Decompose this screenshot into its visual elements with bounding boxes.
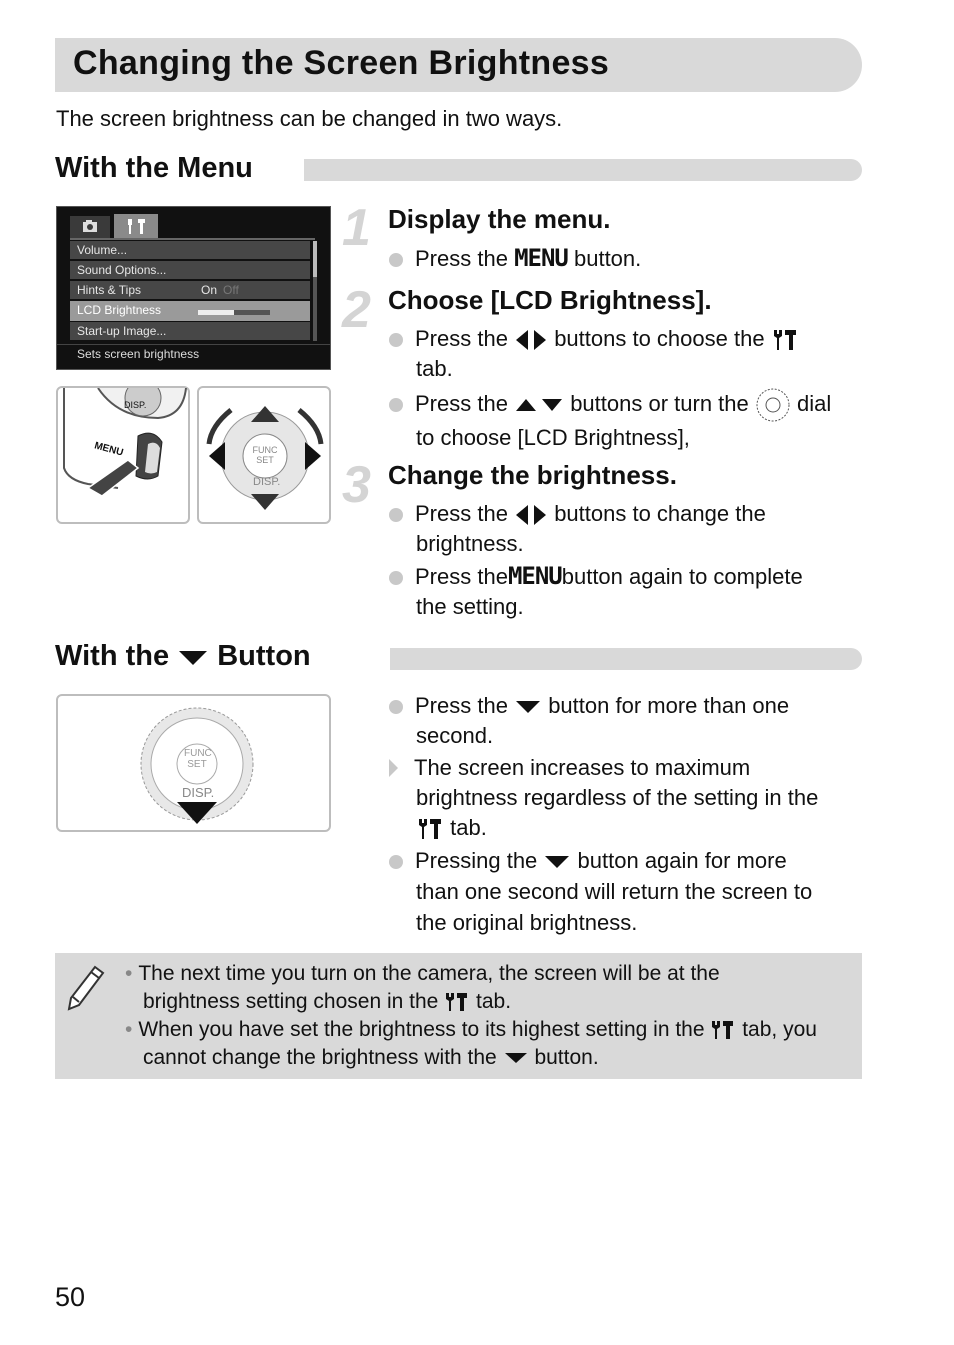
settings-tools-icon (416, 818, 444, 840)
menu-button-word: MENU (507, 562, 562, 590)
camera-tab (70, 216, 110, 238)
step-2-bullet-1: Press the buttons to choose the tab. (389, 324, 859, 384)
down-arrow-icon (514, 699, 542, 715)
section-button-bar (390, 648, 862, 670)
lcd-footer-hint: Sets screen brightness (77, 347, 200, 361)
page-number: 50 (55, 1282, 86, 1312)
lcd-scrollbar (313, 241, 317, 341)
left-right-arrows-icon (514, 505, 548, 525)
step-3-bullet-2: Press theMENUbutton again to complete the setting. (389, 561, 864, 622)
down-arrow-icon (543, 854, 571, 870)
section2-bullet-2: Pressing the button again for more than one second will return the screen to the original brightness. (389, 845, 859, 938)
settings-tab (114, 214, 158, 238)
camera-menu-button-photo (56, 386, 190, 524)
note-item-1: • The next time you turn on the camera, the screen will be at the brightness setting chosen in the tab. (125, 962, 720, 1013)
step-3-number: 3 (342, 456, 371, 514)
down-arrow-icon (503, 1051, 529, 1065)
settings-tools-icon (771, 329, 799, 351)
note-box (55, 953, 862, 1079)
page-title: Changing the Screen Brightness (73, 44, 610, 82)
settings-tools-icon (114, 214, 158, 238)
brightness-level-bar (198, 310, 270, 315)
lcd-brightness-label: LCD Brightness (77, 303, 162, 317)
step-1-number: 1 (342, 199, 371, 257)
hints-value-off: Off (223, 283, 239, 297)
step-1-heading: Display the menu. (388, 204, 611, 234)
down-button-photo (56, 694, 331, 832)
step-3-heading: Change the brightness. (388, 460, 677, 490)
lcd-item-sound-options: Sound Options... (70, 261, 310, 279)
section-menu-bar (304, 159, 862, 181)
left-right-arrows-icon (514, 330, 548, 350)
step-2-heading: Choose [LCD Brightness]. (388, 285, 712, 315)
menu-button-word: MENU (514, 244, 568, 272)
lcd-item-startup-image: Start-up Image... (70, 322, 310, 340)
disp-label: DISP. (124, 400, 147, 410)
step-3-bullet-1: Press the buttons to change the brightness. (389, 499, 859, 559)
note-item-2: • When you have set the brightness to its highest setting in the tab, you cannot change the brightness with the button. (125, 1018, 817, 1069)
step-2-bullet-2: Press the buttons or turn the dial to choose [LCD Brightness], (389, 387, 859, 453)
right-arrow-icon (305, 442, 321, 470)
settings-tools-icon (710, 1020, 736, 1040)
func-set-label: FUNC SET (252, 445, 278, 465)
section2-result: The screen increases to maximum brightness regardless of the setting in the tab. (389, 753, 859, 843)
intro-text: The screen brightness can be changed in two ways. (56, 106, 563, 131)
hints-label: Hints & Tips (77, 283, 142, 297)
lcd-item-lcd-brightness (70, 301, 310, 321)
hints-value-on: On (201, 283, 218, 297)
step-1-bullet: Press the MENU button. (389, 243, 641, 274)
func-set-label: FUNC SET (184, 748, 212, 770)
dial-disp-label: DISP. (182, 785, 215, 800)
section2-bullet-1: Press the button for more than one second. (389, 691, 859, 751)
lcd-menu-screenshot (56, 206, 331, 370)
dial-disp-label: DISP. (253, 476, 281, 488)
down-arrow-icon (177, 647, 209, 667)
down-arrow-icon (251, 494, 279, 510)
menu-button-label: MENU (93, 440, 125, 459)
lcd-item-hints-tips (70, 281, 310, 299)
camera-icon (70, 216, 110, 238)
lcd-item-volume: Volume... (70, 241, 310, 259)
step-2-number: 2 (342, 281, 371, 339)
section-button-heading: With the Button (55, 640, 311, 672)
control-dial-icon (755, 387, 791, 423)
pencil-icon (67, 963, 107, 1011)
up-down-arrows-icon (514, 397, 564, 413)
left-arrow-icon (209, 442, 225, 470)
settings-tools-icon (444, 992, 470, 1012)
camera-back-illustration (58, 388, 188, 522)
section-menu-heading: With the Menu (55, 152, 253, 184)
brightness-level-fill (198, 310, 234, 315)
control-dial-photo (197, 386, 331, 524)
